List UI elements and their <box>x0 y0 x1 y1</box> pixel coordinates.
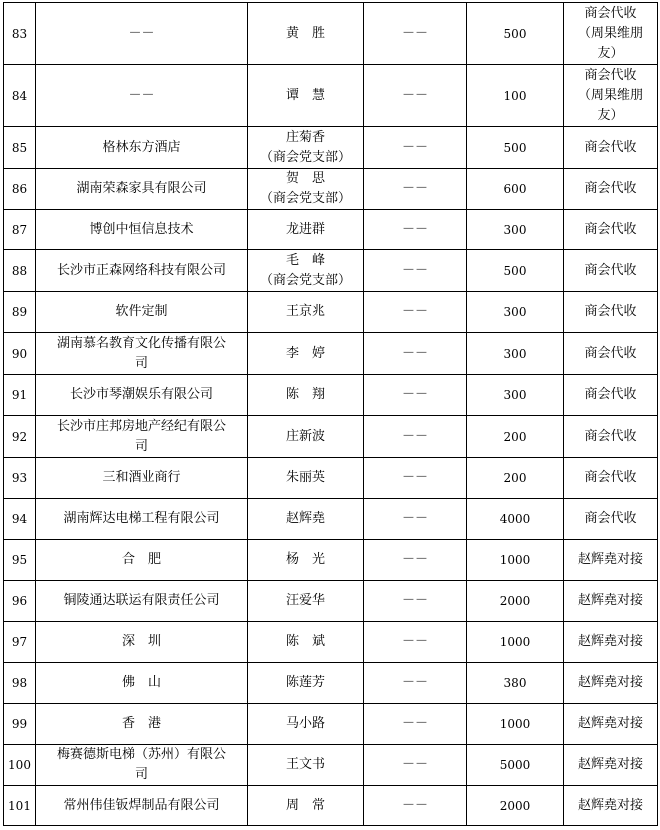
amount-cell: 1000 <box>467 704 564 745</box>
contact-cell <box>248 745 364 786</box>
placeholder-cell: －－ <box>364 3 467 65</box>
note-cell-line: 赵辉堯对接 <box>577 675 643 690</box>
row-number-cell: 98 <box>4 663 36 704</box>
contact-cell-line: 庄菊香 <box>285 129 325 145</box>
table-row <box>4 375 658 416</box>
contact-cell <box>248 499 364 540</box>
amount-cell: 300 <box>467 333 564 375</box>
company-cell-line: 司 <box>134 438 148 454</box>
company-cell <box>36 250 248 292</box>
note-cell <box>564 458 658 499</box>
row-number-cell: 99 <box>4 704 36 745</box>
company-cell-line: 合 肥 <box>121 552 161 567</box>
company-cell-line: 司 <box>134 355 148 371</box>
contact-cell-line: 陈莲芳 <box>285 675 325 690</box>
note-cell-line: 商会代收 <box>584 304 637 319</box>
table-row <box>4 416 658 458</box>
note-cell-line: 商会代收 <box>584 345 637 361</box>
note-cell-line: 赵辉堯对接 <box>577 634 643 649</box>
amount-cell: 380 <box>467 663 564 704</box>
note-cell <box>564 499 658 540</box>
table-row <box>4 540 658 581</box>
amount-cell: 500 <box>467 3 564 65</box>
contact-cell-line: 王文书 <box>285 757 325 772</box>
note-cell <box>564 622 658 663</box>
note-cell-line: 商会代收 <box>584 221 637 237</box>
note-cell <box>564 416 658 458</box>
amount-cell: 500 <box>467 127 564 169</box>
note-cell-line: 商会代收 <box>584 470 637 485</box>
note-cell <box>564 540 658 581</box>
row-number-cell: 86 <box>4 169 36 210</box>
note-cell <box>564 250 658 292</box>
placeholder-cell: －－ <box>364 458 467 499</box>
company-cell <box>36 169 248 210</box>
placeholder-cell: －－ <box>364 704 467 745</box>
donation-table <box>3 2 658 826</box>
note-cell-line: （周果维朋 <box>577 25 643 41</box>
row-number-cell: 95 <box>4 540 36 581</box>
row-number-cell: 92 <box>4 416 36 458</box>
company-cell-line: 软件定制 <box>115 304 168 319</box>
note-cell-line: 商会代收 <box>584 5 637 21</box>
contact-cell-line: 李 婷 <box>285 345 325 361</box>
note-cell <box>564 292 658 333</box>
company-cell <box>36 786 248 826</box>
amount-cell: 2000 <box>467 581 564 622</box>
placeholder-cell: －－ <box>364 663 467 704</box>
row-number-cell: 100 <box>4 745 36 786</box>
contact-cell <box>248 540 364 581</box>
placeholder-cell: －－ <box>364 581 467 622</box>
amount-cell: 2000 <box>467 786 564 826</box>
placeholder-cell: －－ <box>364 210 467 250</box>
table-row <box>4 3 658 65</box>
contact-cell <box>248 127 364 169</box>
amount-cell: 4000 <box>467 499 564 540</box>
placeholder-cell: －－ <box>364 375 467 416</box>
contact-cell <box>248 786 364 826</box>
note-cell-line: 赵辉堯对接 <box>577 757 643 772</box>
contact-cell-line: 龙进群 <box>285 221 325 237</box>
company-cell <box>36 3 248 65</box>
placeholder-cell: －－ <box>364 622 467 663</box>
contact-cell-line: 杨 光 <box>285 552 325 567</box>
table-row <box>4 663 658 704</box>
amount-cell: 1000 <box>467 622 564 663</box>
row-number-cell: 83 <box>4 3 36 65</box>
company-cell <box>36 333 248 375</box>
company-cell-line: 长沙市正森网络科技有限公司 <box>56 262 226 278</box>
contact-cell <box>248 375 364 416</box>
table-row <box>4 169 658 210</box>
table-row <box>4 622 658 663</box>
note-cell <box>564 210 658 250</box>
row-number-cell: 94 <box>4 499 36 540</box>
note-cell <box>564 375 658 416</box>
placeholder-cell: －－ <box>364 786 467 826</box>
contact-cell <box>248 169 364 210</box>
contact-cell <box>248 416 364 458</box>
contact-cell-line: 马小路 <box>285 716 325 731</box>
placeholder-cell: －－ <box>364 416 467 458</box>
contact-cell <box>248 458 364 499</box>
note-cell-line: 赵辉堯对接 <box>577 552 643 567</box>
table-row <box>4 581 658 622</box>
row-number-cell: 84 <box>4 65 36 127</box>
note-cell <box>564 581 658 622</box>
amount-cell: 5000 <box>467 745 564 786</box>
contact-cell <box>248 3 364 65</box>
note-cell-line: 商会代收 <box>584 139 637 155</box>
placeholder-cell: －－ <box>364 333 467 375</box>
note-cell <box>564 169 658 210</box>
contact-cell <box>248 65 364 127</box>
row-number-cell: 90 <box>4 333 36 375</box>
table-row <box>4 745 658 786</box>
contact-cell-line: 朱丽英 <box>285 470 325 485</box>
contact-cell <box>248 622 364 663</box>
amount-cell: 200 <box>467 416 564 458</box>
row-number-cell: 101 <box>4 786 36 826</box>
note-cell-line: 商会代收 <box>584 262 637 278</box>
amount-cell: 300 <box>467 210 564 250</box>
amount-cell: 1000 <box>467 540 564 581</box>
amount-cell: 100 <box>467 65 564 127</box>
placeholder-cell: －－ <box>364 250 467 292</box>
company-cell-line: 佛 山 <box>121 675 161 690</box>
amount-cell: 200 <box>467 458 564 499</box>
contact-cell <box>248 581 364 622</box>
table-row <box>4 704 658 745</box>
company-cell <box>36 292 248 333</box>
note-cell-line: 商会代收 <box>584 181 637 196</box>
note-cell-line: 友） <box>597 107 624 123</box>
contact-cell-line: 庄新波 <box>285 428 325 444</box>
contact-cell-line: 谭 慧 <box>285 87 325 103</box>
table-row <box>4 210 658 250</box>
note-cell <box>564 127 658 169</box>
row-number-cell: 85 <box>4 127 36 169</box>
company-cell-line: 湖南辉达电梯工程有限公司 <box>63 511 220 526</box>
contact-cell-line: 陈 斌 <box>285 634 325 649</box>
contact-cell <box>248 250 364 292</box>
company-cell <box>36 210 248 250</box>
row-number-cell: 97 <box>4 622 36 663</box>
contact-cell-line: （商会党支部） <box>259 149 351 165</box>
table-row <box>4 786 658 826</box>
company-cell-line: 长沙市庄邦房地产经纪有限公 <box>56 418 226 434</box>
note-cell <box>564 333 658 375</box>
note-cell-line: 商会代收 <box>584 67 637 83</box>
table-row <box>4 65 658 127</box>
amount-cell: 500 <box>467 250 564 292</box>
table-body <box>4 3 658 826</box>
contact-cell-line: （商会党支部） <box>259 191 351 206</box>
contact-cell <box>248 333 364 375</box>
note-cell <box>564 65 658 127</box>
placeholder-cell: －－ <box>364 65 467 127</box>
note-cell-line: 赵辉堯对接 <box>577 797 643 813</box>
placeholder-cell: －－ <box>364 169 467 210</box>
placeholder-cell: －－ <box>364 292 467 333</box>
placeholder-cell: －－ <box>364 127 467 169</box>
contact-cell <box>248 663 364 704</box>
note-cell <box>564 704 658 745</box>
company-cell <box>36 499 248 540</box>
company-cell-line: 香 港 <box>121 716 161 731</box>
table-row <box>4 250 658 292</box>
contact-cell-line: 陈 翔 <box>285 387 325 402</box>
note-cell-line: 商会代收 <box>584 387 637 402</box>
company-cell-line: －－ <box>128 87 155 103</box>
contact-cell <box>248 704 364 745</box>
row-number-cell: 91 <box>4 375 36 416</box>
row-number-cell: 89 <box>4 292 36 333</box>
contact-cell-line: 王京兆 <box>285 304 325 319</box>
company-cell <box>36 704 248 745</box>
note-cell <box>564 663 658 704</box>
company-cell <box>36 745 248 786</box>
company-cell-line: 湖南荣森家具有限公司 <box>76 181 207 196</box>
note-cell <box>564 745 658 786</box>
note-cell <box>564 3 658 65</box>
company-cell <box>36 458 248 499</box>
company-cell-line: 湖南慕名教育文化传播有限公 <box>56 335 226 351</box>
amount-cell: 300 <box>467 292 564 333</box>
note-cell-line: 商会代收 <box>584 428 637 444</box>
table-row <box>4 292 658 333</box>
contact-cell-line: 周 常 <box>285 797 325 813</box>
note-cell-line: 友） <box>597 45 624 61</box>
company-cell <box>36 375 248 416</box>
company-cell-line: －－ <box>128 25 155 41</box>
company-cell-line: 三和酒业商行 <box>102 470 181 485</box>
amount-cell: 300 <box>467 375 564 416</box>
company-cell-line: 铜陵通达联运有限责任公司 <box>63 593 220 608</box>
row-number-cell: 87 <box>4 210 36 250</box>
amount-cell: 600 <box>467 169 564 210</box>
note-cell-line: 赵辉堯对接 <box>577 716 643 731</box>
contact-cell-line: 汪爱华 <box>285 593 325 608</box>
table-row <box>4 458 658 499</box>
note-cell-line: （周果维朋 <box>577 87 643 103</box>
contact-cell-line: 黄 胜 <box>285 25 325 41</box>
placeholder-cell: －－ <box>364 499 467 540</box>
company-cell-line: 深 圳 <box>121 634 161 649</box>
note-cell-line: 商会代收 <box>584 511 637 526</box>
row-number-cell: 93 <box>4 458 36 499</box>
company-cell-line: 常州伟佳钣焊制品有限公司 <box>63 797 220 813</box>
company-cell <box>36 65 248 127</box>
note-cell <box>564 786 658 826</box>
table-row <box>4 499 658 540</box>
placeholder-cell: －－ <box>364 745 467 786</box>
company-cell <box>36 663 248 704</box>
contact-cell-line: 毛 峰 <box>285 252 325 268</box>
company-cell-line: 博创中恒信息技术 <box>89 221 194 237</box>
table-row <box>4 333 658 375</box>
company-cell-line: 司 <box>134 767 148 782</box>
contact-cell-line: 赵辉堯 <box>285 511 325 526</box>
row-number-cell: 96 <box>4 581 36 622</box>
company-cell <box>36 540 248 581</box>
company-cell <box>36 127 248 169</box>
table-row <box>4 127 658 169</box>
contact-cell <box>248 210 364 250</box>
company-cell-line: 长沙市琴潮娱乐有限公司 <box>69 387 213 402</box>
note-cell-line: 赵辉堯对接 <box>577 593 643 608</box>
company-cell-line: 格林东方酒店 <box>102 139 181 155</box>
contact-cell-line: 贺 思 <box>285 171 325 186</box>
company-cell <box>36 416 248 458</box>
company-cell <box>36 622 248 663</box>
company-cell-line: 梅赛德斯电梯（苏州）有限公 <box>56 747 226 762</box>
contact-cell-line: （商会党支部） <box>259 272 351 288</box>
row-number-cell: 88 <box>4 250 36 292</box>
company-cell <box>36 581 248 622</box>
placeholder-cell: －－ <box>364 540 467 581</box>
contact-cell <box>248 292 364 333</box>
